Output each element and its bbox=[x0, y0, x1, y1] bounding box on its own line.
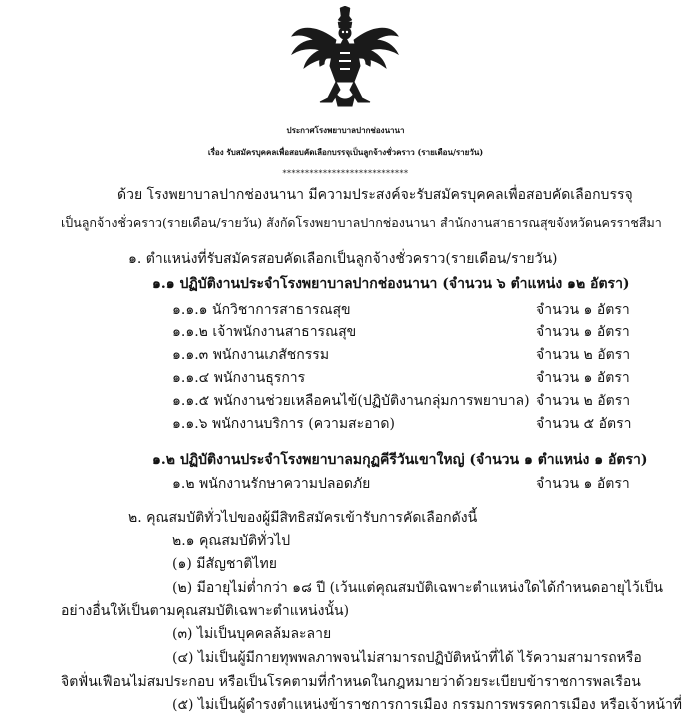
qualification-5-line-1: (๕) ไม่เป็นผู้ดำรงตำแหน่งข้าราชการการเมือง กรรมการพรรคการเมือง หรือเจ้าหน้าที่ bbox=[172, 697, 683, 713]
position-item-label: ๑.๑.๔ พนักงานธุรการ bbox=[172, 370, 306, 386]
position-item-qty: จำนวน ๒ อัตรา bbox=[536, 347, 631, 363]
group-2-heading: ๑.๒ ปฏิบัติงานประจำโรงพยาบาลมกุฏคีรีวันเขาใหญ่ (จำนวน ๑ ตำแหน่ง ๑ อัตรา) bbox=[152, 452, 648, 468]
separator-stars: **************************** bbox=[282, 169, 409, 178]
section-1-heading: ๑. ตำแหน่งที่รับสมัครสอบคัดเลือกเป็นลูกจ้างชั่วคราว(รายเดือน/รายวัน) bbox=[128, 251, 558, 267]
position-item-label: ๑.๑.๓ พนักงานเภสัชกรรม bbox=[172, 347, 330, 363]
announcement-subject: เรื่อง รับสมัครบุคคลเพื่อสอบคัดเลือกบรรจุเป็นลูกจ้างชั่วคราว (รายเดือน/รายวัน) bbox=[207, 147, 484, 157]
intro-line-2: เป็นลูกจ้างชั่วคราว(รายเดือน/รายวัน) สังกัดโรงพยาบาลปากช่องนานา สำนักงานสาธารณสุขจังหวัดนครราชสีมา bbox=[61, 215, 662, 230]
group-1-heading: ๑.๑ ปฏิบัติงานประจำโรงพยาบาลปากช่องนานา (จำนวน ๖ ตำแหน่ง ๑๒ อัตรา) bbox=[152, 276, 630, 292]
position-item-qty: จำนวน ๑ อัตรา bbox=[536, 370, 630, 386]
position-item-qty: จำนวน ๒ อัตรา bbox=[536, 393, 631, 409]
position-item-qty: จำนวน ๑ อัตรา bbox=[536, 324, 630, 340]
announcement-title: ประกาศโรงพยาบาลปากช่องนานา bbox=[286, 125, 405, 135]
intro-line-1: ด้วย โรงพยาบาลปากช่องนานา มีความประสงค์จะรับสมัครบุคคลเพื่อสอบคัดเลือกบรรจุ bbox=[117, 187, 633, 203]
qualification-3: (๓) ไม่เป็นบุคคลล้มละลาย bbox=[172, 626, 332, 642]
position-item-qty: จำนวน ๑ อัตรา bbox=[536, 476, 630, 492]
position-item-label: ๑.๑.๒ เจ้าพนักงานสาธารณสุข bbox=[172, 324, 357, 340]
section-2-1-heading: ๒.๑ คุณสมบัติทั่วไป bbox=[172, 533, 291, 549]
qualification-2-line-2: อย่างอื่นให้เป็นตามคุณสมบัติเฉพาะตำแหน่งนั้น) bbox=[61, 603, 350, 619]
garuda-emblem bbox=[288, 6, 402, 110]
qualification-4-line-1: (๔) ไม่เป็นผู้มีกายทุพพลภาพจนไม่สามารถปฏิบัติหน้าที่ได้ ไร้ความสามารถหรือ bbox=[172, 650, 642, 666]
position-item-label: ๑.๑.๕ พนักงานช่วยเหลือคนไข้(ปฏิบัติงานกลุ่มการพยาบาล) bbox=[172, 393, 530, 409]
position-item-label: ๑.๑.๑ นักวิชาการสาธารณสุข bbox=[172, 302, 351, 318]
qualification-2-line-1: (๒) มีอายุไม่ต่ำกว่า ๑๘ ปี (เว้นแต่คุณสมบัติเฉพาะตำแหน่งใดได้กำหนดอายุไว้เป็น bbox=[172, 580, 663, 596]
position-item-label: ๑.๒ พนักงานรักษาความปลอดภัย bbox=[172, 476, 371, 492]
position-item-qty: จำนวน ๕ อัตรา bbox=[536, 416, 632, 432]
qualification-1: (๑) มีสัญชาติไทย bbox=[172, 556, 277, 572]
position-item-label: ๑.๑.๖ พนักงานบริการ (ความสะอาด) bbox=[172, 416, 395, 432]
section-2-heading: ๒. คุณสมบัติทั่วไปของผู้มีสิทธิสมัครเข้ารับการคัดเลือกดังนี้ bbox=[128, 510, 478, 526]
qualification-4-line-2: จิตฟั่นเฟือนไม่สมประกอบ หรือเป็นโรคตามที่กำหนดในกฎหมายว่าด้วยระเบียบข้าราชการพลเรือน bbox=[61, 674, 641, 690]
position-item-qty: จำนวน ๑ อัตรา bbox=[536, 302, 630, 318]
